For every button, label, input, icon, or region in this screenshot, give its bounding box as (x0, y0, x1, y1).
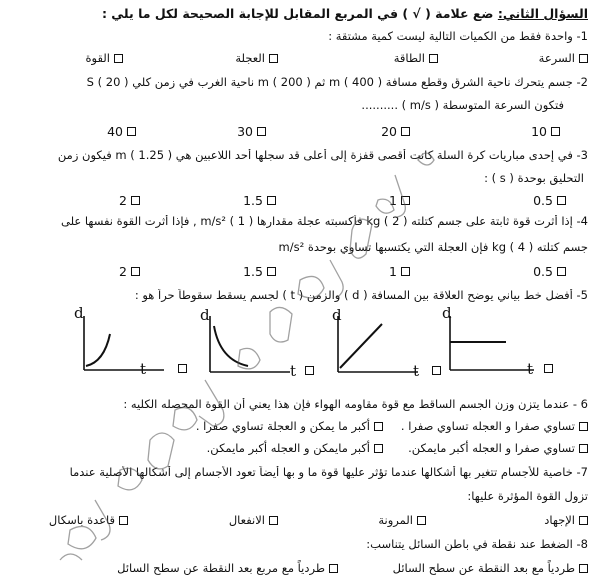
checkbox[interactable] (579, 422, 588, 431)
checkbox[interactable] (374, 444, 383, 453)
q4-option-1[interactable]: 0.5 (533, 264, 566, 279)
graph-2-y-label: d (200, 306, 210, 324)
q3-option-4[interactable]: 2 (119, 193, 140, 208)
checkbox[interactable] (429, 54, 438, 63)
question-2-text-2: فتكون السرعة المتوسطة ( m/s ) .......... (361, 99, 564, 112)
q2-option-1[interactable]: 10 (531, 124, 560, 139)
q7-option-2[interactable]: المرونة (378, 514, 426, 528)
q2-option-4[interactable]: 40 (107, 124, 136, 139)
q7-option-4[interactable]: قاعدة باسكال (49, 514, 128, 528)
graph-1-x-label: t (140, 360, 147, 378)
q1-option-4[interactable]: القوة (86, 52, 123, 66)
question-4-text-2: جسم كتلته kg ( 4 ) فإن العجلة التي يكتسبها تساوي بوحدة m/s² (278, 241, 588, 254)
q2-option-2[interactable]: 20 (381, 124, 410, 139)
section-title (8, 6, 588, 21)
checkbox[interactable] (269, 516, 278, 525)
question-1-text: 1- واحدة فقط من الكميات التالية ليست كمية مشتقة : (328, 30, 588, 43)
checkbox[interactable] (551, 127, 560, 136)
q2-option-3[interactable]: 30 (237, 124, 266, 139)
section-heading: السؤال الثاني: (497, 6, 588, 21)
q4-option-4[interactable]: 2 (119, 264, 140, 279)
question-4-text-1: 4- إذا أثرت قوة ثابتة على جسم كتلته kg ( 2 ) فأكسبته عجلة مقدارها m/s² ( 1 ) , فإذا أثرت القوة نفسها على (61, 215, 588, 228)
q4-option-2[interactable]: 1 (389, 264, 410, 279)
checkbox[interactable] (269, 54, 278, 63)
question-2-text-1: 2- جسم يتحرك ناحية الشرق وقطع مسافة m ( 400 ) ثم m ( 200 ) ناحية الغرب في زمن كلي S ( 20 ) (86, 76, 588, 89)
checkbox[interactable] (557, 196, 566, 205)
q4-option-3[interactable]: 1.5 (243, 264, 276, 279)
checkbox[interactable] (401, 127, 410, 136)
question-8-text: 8- الضغط عند نقطة في باطن السائل يتناسب: (366, 538, 588, 551)
q6-option-1[interactable]: تساوي صفرا و العجله تساوي صفرا . (401, 420, 588, 434)
q8-option-1[interactable]: طردياً مع بعد النقطة عن سطح السائل (393, 562, 588, 576)
graph-3-x-label: t (413, 362, 420, 380)
checkbox[interactable] (114, 54, 123, 63)
checkbox[interactable] (579, 564, 588, 573)
graph-2-checkbox[interactable] (305, 366, 314, 375)
q6-option-4[interactable]: أكبر مايمكن و العجله أكبر مايمكن. (207, 442, 383, 456)
checkbox[interactable] (329, 564, 338, 573)
q7-option-1[interactable]: الإجهاد (544, 514, 588, 528)
question-7-text-2: تزول القوة المؤثرة عليها: (467, 490, 588, 503)
checkbox[interactable] (579, 516, 588, 525)
q7-option-3[interactable]: الانفعال (229, 514, 278, 528)
q6-option-3[interactable]: تساوي صفرا و العجله أكبر مايمكن. (408, 442, 588, 456)
checkbox[interactable] (131, 196, 140, 205)
question-7-text-1: 7- خاصية للأجسام تتغير بها أشكالها عندما تؤثر عليها قوة ما و بها أيضاً تعود الأجسام إلى أشكالها الأصلية عندما (69, 466, 588, 479)
question-6-text: 6 - عندما يتزن وزن الجسم الساقط مع قوة مقاومه الهواء فإن هذا يعني أن القوة المحصله الكليه : (123, 398, 588, 411)
checkbox[interactable] (374, 422, 383, 431)
checkbox[interactable] (127, 127, 136, 136)
q6-option-2[interactable]: أكبر ما يمكن و العجلة تساوي صفرا . (196, 420, 383, 434)
checkbox[interactable] (131, 267, 140, 276)
graph-1-y-label: d (74, 304, 84, 322)
checkbox[interactable] (267, 267, 276, 276)
graph-4-checkbox[interactable] (544, 364, 553, 373)
checkbox[interactable] (119, 516, 128, 525)
graph-3-checkbox[interactable] (432, 366, 441, 375)
graph-4-x-label: t (527, 360, 534, 378)
q3-option-3[interactable]: 1.5 (243, 193, 276, 208)
q1-option-3[interactable]: العجلة (235, 52, 278, 66)
checkbox[interactable] (579, 444, 588, 453)
question-3-text-1: 3- في إحدى مباريات كرة السلة كانت أقصى قفزة إلى أعلى قد سجلها أحد اللاعبين هي m ( 1.25 ) فيكون زمن (57, 149, 588, 162)
checkbox[interactable] (401, 196, 410, 205)
q1-option-2[interactable]: الطاقة (394, 52, 438, 66)
checkbox[interactable] (557, 267, 566, 276)
checkbox[interactable] (257, 127, 266, 136)
question-5-text: 5- أفضل خط بياني يوضح العلاقة بين المسافة ( d ) والزمن ( t ) لجسم يسقط سقوطاً حراً هو : (134, 289, 588, 302)
checkbox[interactable] (579, 54, 588, 63)
checkbox[interactable] (401, 267, 410, 276)
q1-option-1[interactable]: السرعة (539, 52, 588, 66)
graph-3-y-label: d (332, 306, 342, 324)
checkbox[interactable] (267, 196, 276, 205)
question-3-text-2: التحليق بوحدة ( s ) : (484, 172, 584, 185)
graph-2-x-label: t (290, 362, 297, 380)
q3-option-1[interactable]: 0.5 (533, 193, 566, 208)
q3-option-2[interactable]: 1 (389, 193, 410, 208)
graph-4-y-label: d (442, 304, 452, 322)
q8-option-2[interactable]: طردياً مع مربع بعد النقطة عن سطح السائل (117, 562, 338, 576)
checkbox[interactable] (417, 516, 426, 525)
section-instruction: ضع علامة ( √ ) في المربع المقابل للإجابة الصحيحة لكل ما يلي : (101, 6, 494, 21)
graph-1-checkbox[interactable] (178, 364, 187, 373)
